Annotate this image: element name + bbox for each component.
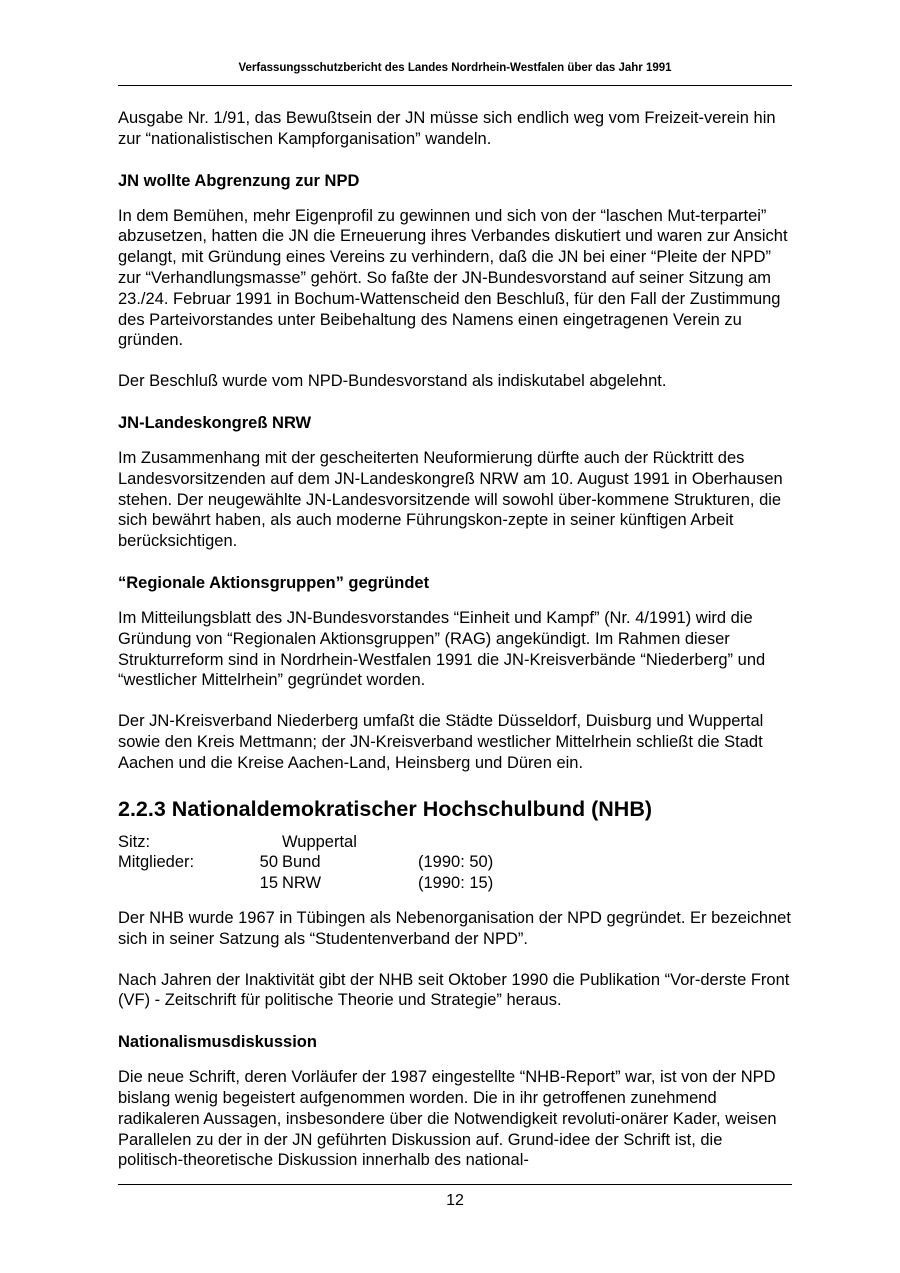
bund-previous: (1990: 50) (418, 853, 494, 872)
mitglieder-label: Mitglieder: (118, 853, 195, 872)
nrw-scope: NRW (282, 874, 322, 893)
heading-nationalismusdiskussion: Nationalismusdiskussion (118, 1033, 317, 1052)
bund-scope: Bund (282, 853, 321, 872)
footer-divider (118, 1184, 792, 1185)
facts-row-nrw (118, 873, 493, 894)
paragraph-rag-1: Im Mitteilungsblatt des JN-Bundesvorstandes “Einheit und Kampf” (Nr. 4/1991) wird die Gründung von “Regionalen Aktionsgruppen” (RAG) angekündigt. Im Rahmen dieser Strukturreform sind in Nordrhein-Westfalen 1991 die JN-Kreisverbände “Niederberg” und “westlicher Mittelrhein” gegründet worden. (118, 608, 766, 690)
paragraph-abgrenzung-2: Der Beschluß wurde vom NPD-Bundesvorstand als indiskutabel abgelehnt. (118, 372, 667, 391)
paragraph-nhb-1: Der NHB wurde 1967 in Tübingen als Nebenorganisation der NPD gegründet. Er bezeichnet sich in seiner Satzung als “Studentenverband der NPD”. (118, 908, 791, 948)
document-body (118, 108, 792, 1191)
paragraph-abgrenzung-1: In dem Bemühen, mehr Eigenprofil zu gewinnen und sich von der “laschen Mut-terpartei” abzusetzen, hatten die JN die Erneuerung ihres Verbandes diskutiert und waren zur Ansicht gelangt, mit Gründung eines Vereins zu verhindern, daß die JN bei einer “Pleite der NPD” zur “Verhandlungsmasse” gehört. So faßte der JN-Bundesvorstand auf seiner Sitzung am 23./24. Februar 1991 in Bochum-Wattenscheid den Beschluß, für den Fall der Zustimmung des Parteivorstandes unter Beibehaltung des Namens einen eingetragenen Verein zu gründen. (118, 206, 788, 350)
running-header: Verfassungsschutzbericht des Landes Nordrhein-Westfalen über das Jahr 1991 (238, 62, 672, 74)
paragraph-intro: Ausgabe Nr. 1/91, das Bewußtsein der JN müsse sich endlich weg vom Freizeit-verein hin zur “nationalistischen Kampforganisation” wandeln. (118, 109, 776, 148)
nhb-facts-table (118, 832, 493, 894)
bund-count: 50 (259, 853, 278, 872)
sitz-label: Sitz: (118, 832, 151, 851)
nrw-count: 15 (259, 874, 278, 893)
paragraph-nationalismus: Die neue Schrift, deren Vorläufer der 1987 eingestellte “NHB-Report” war, ist von der NPD bislang wenig begeistert aufgenommen worden. Die in ihr getroffenen zunehmend radikaleren Aussagen, insbesondere über die Notwendigkeit revoluti-onärer Kader, weisen Parallelen zu der in der JN geführten Diskussion auf. Grund-idee der Schrift ist, die politisch-theoretische Diskussion innerhalb des national- (118, 1068, 777, 1170)
paragraph-landeskongress: Im Zusammenhang mit der gescheiterten Neuformierung dürfte auch der Rücktritt des Landesvorsitzenden auf dem JN-Landeskongreß NRW am 10. August 1991 in Oberhausen stehen. Der neugewählte JN-Landesvorsitzende will sowohl über-kommene Strukturen, die sich bewährt haben, als auch moderne Führungskon-zepte in seiner künftigen Arbeit berücksichtigen. (118, 448, 783, 551)
paragraph-rag-2: Der JN-Kreisverband Niederberg umfaßt die Städte Düsseldorf, Duisburg und Wuppertal sowie den Kreis Mettmann; der JN-Kreisverband westlicher Mittelrhein schließt die Stadt Aachen und die Kreise Aachen-Land, Heinsberg und Düren ein. (118, 712, 764, 772)
paragraph-nhb-2: Nach Jahren der Inaktivität gibt der NHB seit Oktober 1990 die Publikation “Vor-derste Front (VF) - Zeitschrift für politische Theorie und Strategie” heraus. (118, 970, 790, 1010)
header-divider (118, 85, 792, 86)
nrw-previous: (1990: 15) (418, 874, 494, 893)
heading-landeskongress: JN-Landeskongreß NRW (118, 413, 312, 432)
heading-abgrenzung: JN wollte Abgrenzung zur NPD (118, 171, 360, 190)
heading-regionale-aktionsgruppen: “Regionale Aktionsgruppen” gegründet (118, 573, 430, 592)
section-heading-nhb: 2.2.3 Nationaldemokratischer Hochschulbund (NHB) (118, 796, 653, 821)
facts-row-bund (118, 852, 493, 873)
facts-row-sitz (118, 832, 493, 853)
page-number: 12 (446, 1192, 464, 1209)
sitz-value: Wuppertal (282, 832, 357, 851)
